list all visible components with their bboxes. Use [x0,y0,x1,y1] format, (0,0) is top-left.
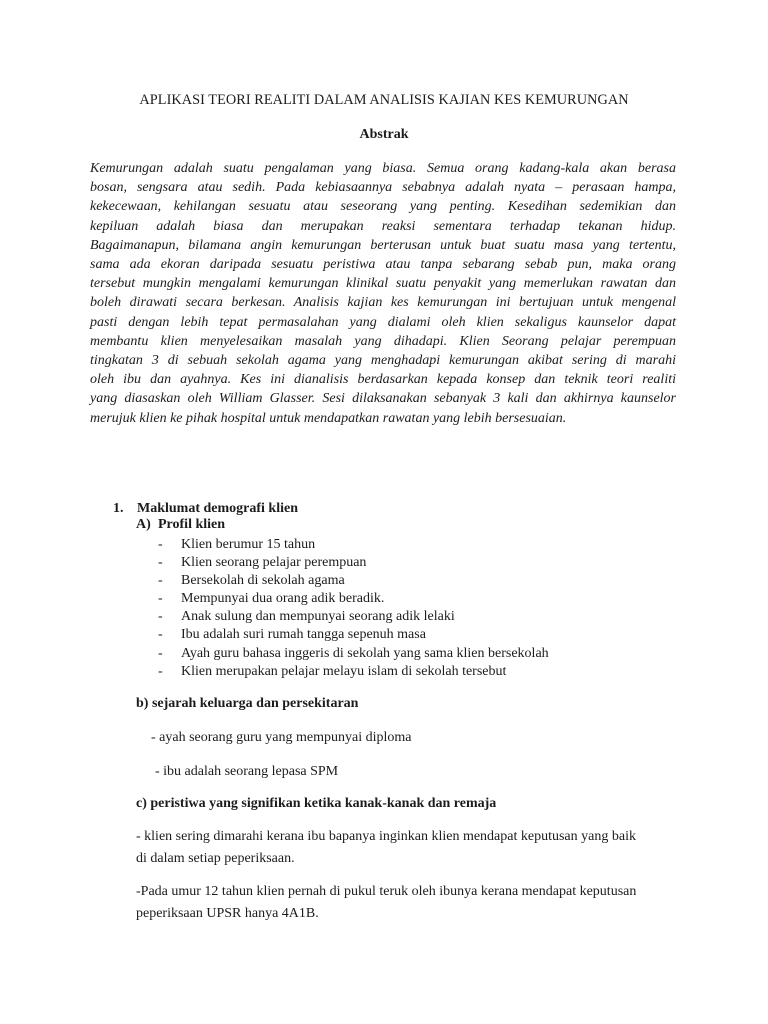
list-item [158,608,549,626]
subsection-c-heading: c) peristiwa yang signifikan ketika kanak-kanak dan remaja [136,796,497,811]
list-item-text: Klien berumur 15 tahun [181,537,316,552]
list-item [158,645,549,663]
list-item [158,590,549,608]
abstract-line: boleh dirawati secara berkesan. Analisis kajian kes kemurungan ini bertujuan untuk mengenal [90,295,676,311]
subsection-letter: A) [136,517,151,532]
list-item-text: Anak sulung dan mempunyai seorang adik lelaki [181,609,455,625]
abstract-line: yang diasaskan oleh William Glasser. Sesi dilaksanakan sebanyak 3 kali dan akhirnya kaunselor [90,391,676,407]
dash-bullet: - [158,591,163,607]
dash-bullet: - [158,537,163,552]
abstract-line: merujuk klien ke pihak hospital untuk mendapatkan rawatan yang lebih bersesuaian. [90,410,567,426]
abstract-line: tersebut mungkin mengalami kemurungan klinikal suatu penyakit yang memerlukan rawatan dan [90,276,676,292]
section-number: 1. [113,501,124,516]
list-item-text: Klien merupakan pelajar melayu islam di sekolah tersebut [181,663,507,679]
subsection-title: Profil klien [158,517,226,532]
dash-bullet: - [158,573,163,589]
subsection-a-heading [136,517,225,533]
subsection-b-heading: b) sejarah keluarga dan persekitaran [136,696,359,711]
abstract-line: tingkatan 3 di sebuah sekolah agama yang menghadapi kemurungan akibat sering di marahi [90,353,676,369]
dash-bullet: - [158,609,163,625]
abstract-line: membantu klien menyelesaikan masalah yang dihadapi. Klien Seorang pelajar perempuan [90,333,676,349]
profile-list [158,536,549,681]
abstract-line: pasti dengan lebih tepat permasalahan yang dialami oleh klien sekaligus kaunselor dapat [90,314,676,330]
list-item-text: Ayah guru bahasa inggeris di sekolah yang sama klien bersekolah [181,645,549,661]
list-item [158,572,549,590]
event-paragraph [136,826,636,869]
event-paragraph [136,881,636,924]
list-item [158,536,549,554]
document-title: APLIKASI TEORI REALITI DALAM ANALISIS KAJIAN KES KEMURUNGAN [139,92,629,108]
abstract-line: bosan, sengsara atau sedih. Pada kebiasaannya sebabnya adalah nyata – perasaan hampa, [90,180,676,196]
list-item [158,626,549,644]
list-item [158,663,549,681]
abstract-line: kekecewaan, kehilangan sesuatu atau seseorang yang penting. Kesedihan sedemikian dan [90,199,676,215]
abstract-line: sama ada ekoran daripada sesuatu peristiwa atau tanpa sebarang sebab pun, maka orang [90,257,676,273]
list-item [158,554,549,572]
paragraph-line: di dalam setiap peperiksaan. [136,850,295,866]
list-item-text: Mempunyai dua orang adik beradik. [181,591,385,607]
family-item: - ibu adalah seorang lepasa SPM [155,764,339,779]
abstract-line: Kemurungan adalah suatu pengalaman yang biasa. Semua orang kadang-kala akan berasa [90,161,676,176]
abstract-paragraph [90,159,676,428]
abstract-line: kepiluan adalah biasa dan merupakan reaksi sementara terhadap tekanan hidup. [90,218,676,234]
paragraph-line: - klien sering dimarahi kerana ibu bapanya inginkan klien mendapat keputusan yang baik [136,829,636,844]
abstract-line: Bagaimanapun, bilamana angin kemurungan berterusan untuk buat suatu masa yang tertentu, [90,237,676,253]
dash-bullet: - [158,645,163,661]
family-item: - ayah seorang guru yang mempunyai diploma [151,730,412,745]
paragraph-line: -Pada umur 12 tahun klien pernah di pukul teruk oleh ibunya kerana mendapat keputusan [136,884,637,899]
paragraph-line: peperiksaan UPSR hanya 4A1B. [136,905,319,921]
list-item-text: Klien seorang pelajar perempuan [181,555,367,571]
dash-bullet: - [158,627,163,643]
section-title: Maklumat demografi klien [137,501,298,516]
dash-bullet: - [158,555,163,571]
section-1-heading [113,499,298,518]
dash-bullet: - [158,663,163,679]
list-item-text: Ibu adalah suri rumah tangga sepenuh masa [181,627,426,643]
abstract-heading: Abstrak [359,127,409,142]
list-item-text: Bersekolah di sekolah agama [181,573,345,589]
abstract-line: oleh ibu dan ayahnya. Kes ini dianalisis berdasarkan kepada konsep dan teknik teori realiti [90,372,676,388]
